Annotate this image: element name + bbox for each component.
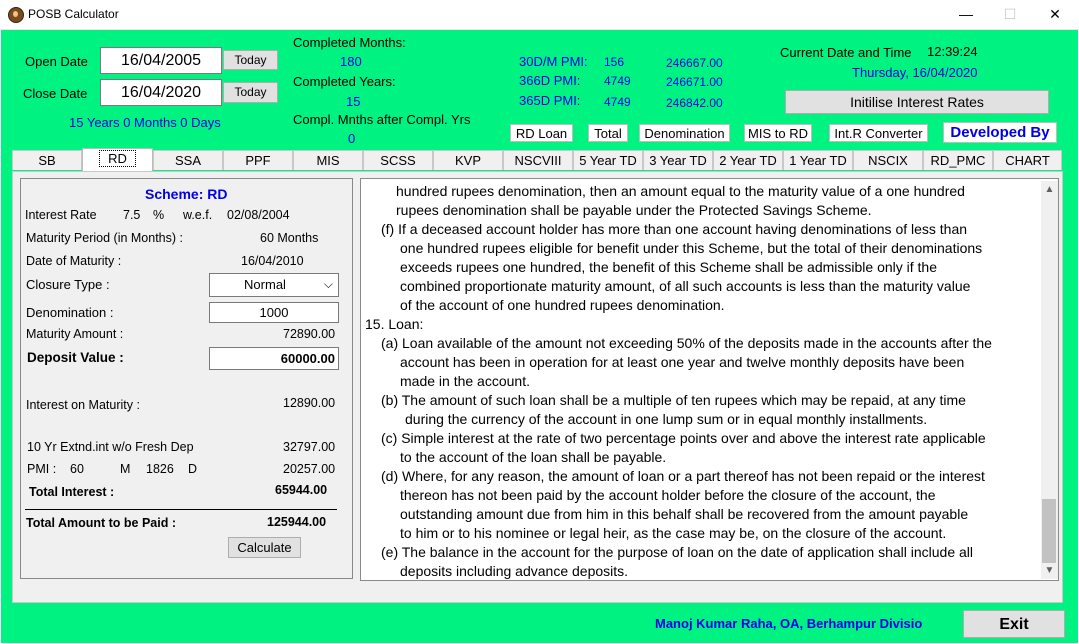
text-line: 15. Loan: <box>365 316 424 332</box>
text-line: to the account of the loan shall be payable. <box>400 449 667 465</box>
scrollbar-thumb[interactable] <box>1042 499 1056 563</box>
pmi-value: 20257.00 <box>283 462 336 476</box>
divider <box>25 509 337 510</box>
exit-button[interactable]: Exit <box>963 610 1065 638</box>
extended-interest-value: 32797.00 <box>283 440 336 454</box>
pmi-d-label: D <box>188 462 198 476</box>
interest-on-maturity-label: Interest on Maturity : <box>26 398 140 412</box>
completed-months-value: 180 <box>340 54 362 69</box>
pmi-365d-label: 365D PMI: <box>519 93 581 108</box>
current-date-label: Current Date and Time <box>780 45 912 60</box>
closure-type-select[interactable] <box>209 273 339 297</box>
tab-3-year-td[interactable]: 3 Year TD <box>643 150 713 170</box>
close-date-label: Close Date <box>23 86 88 101</box>
window-title: POSB Calculator <box>28 7 119 21</box>
calculate-button[interactable]: Calculate <box>228 537 301 558</box>
maturity-period-label: Maturity Period (in Months) : <box>26 231 183 245</box>
text-line: hundred rupees denomination, then an amount equal to the maturity value of a one hundred <box>396 183 965 199</box>
tab-nscix[interactable]: NSCIX <box>853 150 923 170</box>
text-line: during the currency of the account in one lump sum or in equal monthly installments. <box>405 411 928 427</box>
deposit-value-input[interactable]: 60000.00 <box>209 347 339 370</box>
chevron-down-icon: ⌵ <box>323 277 333 291</box>
interest-rate-label: Interest Rate <box>25 208 97 222</box>
pmi-label: PMI : <box>27 462 57 476</box>
vertical-scrollbar[interactable] <box>1041 181 1058 579</box>
total-amount-value: 125944.00 <box>267 515 327 529</box>
interest-on-maturity-value: 12890.00 <box>283 396 336 410</box>
rules-text-area[interactable] <box>360 178 1059 581</box>
text-line: outstanding amount due from him in this behalf shall be recovered from the amount payable <box>400 506 969 522</box>
wef-date: 02/08/2004 <box>227 208 290 222</box>
close-date-input[interactable]: 16/04/2020 <box>100 79 222 106</box>
after-years-value: 0 <box>348 131 356 146</box>
text-line: (c) Simple interest at the rate of two percentage points over and above the interest rate applicable <box>381 430 986 446</box>
tab-nscviii[interactable]: NSCVIII <box>503 150 573 170</box>
init-interest-rates-button[interactable]: Initilise Interest Rates <box>785 90 1049 114</box>
scroll-up-icon[interactable]: ▲ <box>1044 184 1055 195</box>
maximize-button[interactable]: ☐ <box>1003 6 1017 22</box>
text-line: of the account of one hundred rupees denomination. <box>400 297 725 313</box>
duration-text: 15 Years 0 Months 0 Days <box>69 115 221 130</box>
tab-5-year-td[interactable]: 5 Year TD <box>573 150 643 170</box>
text-line: to him or to his nominee or legal heir, as the case may be, on the closure of the account. <box>400 525 947 541</box>
tab-sb[interactable]: SB <box>12 150 82 170</box>
open-date-input[interactable]: 16/04/2005 <box>100 47 222 74</box>
maturity-date-value: 16/04/2010 <box>241 254 304 268</box>
tab-ssa[interactable]: SSA <box>153 150 223 170</box>
denomination-button[interactable]: Denomination <box>639 124 730 142</box>
closure-type-label: Closure Type : <box>26 277 110 292</box>
text-line: rupees denomination shall be payable under the Protected Savings Scheme. <box>396 202 872 218</box>
rd-loan-button[interactable]: RD Loan <box>510 124 573 142</box>
text-line: made in the account. <box>400 373 530 389</box>
scroll-down-icon[interactable]: ▼ <box>1044 565 1055 576</box>
tab-rd-label: RD <box>99 150 136 167</box>
pmi-months: 60 <box>70 462 84 476</box>
tab-chart[interactable]: CHART <box>993 150 1062 170</box>
current-time: 12:39:24 <box>927 44 978 59</box>
total-interest-label: Total Interest : <box>29 485 115 499</box>
mis-to-rd-button[interactable]: MIS to RD <box>744 124 812 142</box>
pmi-366d-label: 366D PMI: <box>519 73 581 88</box>
open-date-label: Open Date <box>25 54 88 69</box>
tab-scss[interactable]: SCSS <box>363 150 433 170</box>
pmi-30d-amount: 246667.00 <box>666 56 723 70</box>
text-line: account has been in operation for at least one year and twelve monthly deposits have been <box>400 354 965 370</box>
scheme-panel <box>20 178 353 579</box>
total-amount-label: Total Amount to be Paid : <box>26 516 176 530</box>
completed-years-value: 15 <box>346 94 361 109</box>
text-line: one hundred rupees eligible for benefit under this Scheme, but the total of their denominations <box>400 240 983 256</box>
pmi-365d-amount: 246842.00 <box>666 96 723 110</box>
pmi-m-label: M <box>120 462 131 476</box>
completed-years-label: Completed Years: <box>293 74 396 89</box>
int-r-converter-button[interactable]: Int.R Converter <box>829 124 928 142</box>
total-interest-value: 65944.00 <box>275 483 328 497</box>
text-line: thereon has not been paid by the account holder before the closure of the account, the <box>400 487 936 503</box>
extended-interest-label: 10 Yr Extnd.int w/o Fresh Dep <box>27 440 194 454</box>
close-button[interactable]: ✕ <box>1049 6 1061 22</box>
denomination-input[interactable]: 1000 <box>209 302 339 323</box>
open-today-button[interactable]: Today <box>223 50 278 70</box>
text-line: deposits including advance deposits. <box>400 563 629 579</box>
maturity-date-label: Date of Maturity : <box>26 254 122 268</box>
after-years-label: Compl. Mnths after Compl. Yrs <box>293 112 471 127</box>
pmi-30d-label: 30D/M PMI: <box>519 54 588 69</box>
closure-type-value: Normal <box>244 277 286 292</box>
current-date: Thursday, 16/04/2020 <box>852 65 978 80</box>
tab-kvp[interactable]: KVP <box>433 150 503 170</box>
wef-label: w.e.f. <box>183 208 213 222</box>
interest-rate-unit: % <box>153 208 165 222</box>
title-bar <box>0 0 1079 30</box>
maturity-period-value: 60 Months <box>260 231 319 245</box>
app-icon <box>8 7 24 23</box>
tab-rd[interactable] <box>82 148 153 171</box>
developed-by-button[interactable]: Developed By <box>943 122 1057 143</box>
text-line: (d) Where, for any reason, the amount of loan or a part thereof has not been repaid or the interest <box>381 468 985 484</box>
text-line: (b) The amount of such loan shall be a multiple of ten rupees which may be repaid, at any time <box>381 392 966 408</box>
maturity-amount-value: 72890.00 <box>283 327 336 341</box>
text-line: (f) If a deceased account holder has more than one account having denominations of less than <box>381 221 968 237</box>
tab-strip <box>12 150 1062 171</box>
text-line: combined proportionate maturity amount, of all such accounts is less than the maturity value <box>400 278 971 294</box>
close-today-button[interactable]: Today <box>223 82 278 103</box>
pmi-30d-days: 156 <box>604 55 625 69</box>
minimize-button[interactable]: — <box>959 6 973 22</box>
maturity-amount-label: Maturity Amount : <box>26 327 124 341</box>
total-button[interactable]: Total <box>588 124 628 142</box>
tab-rd-pmc[interactable]: RD_PMC <box>923 150 993 170</box>
interest-rate-value: 7.5 <box>123 208 141 222</box>
tab-mis[interactable]: MIS <box>293 150 363 170</box>
developer-credit: Manoj Kumar Raha, OA, Berhampur Divisio <box>655 616 923 631</box>
text-line: (a) Loan available of the amount not exceeding 50% of the deposits made in the accounts after the <box>381 335 992 351</box>
tab-2-year-td[interactable]: 2 Year TD <box>713 150 783 170</box>
pmi-days: 1826 <box>146 462 174 476</box>
denomination-label: Denomination : <box>26 305 114 320</box>
pmi-365d-days: 4749 <box>604 95 631 109</box>
deposit-value-label: Deposit Value : <box>27 350 124 365</box>
tab-1-year-td[interactable]: 1 Year TD <box>783 150 853 170</box>
scheme-title: Scheme: RD <box>145 186 228 202</box>
pmi-366d-days: 4749 <box>604 74 631 88</box>
pmi-366d-amount: 246671.00 <box>666 75 723 89</box>
text-line: exceeds rupees one hundred, the benefit of this Scheme shall be admissible only if the <box>400 259 937 275</box>
tab-ppf[interactable]: PPF <box>223 150 293 170</box>
text-line: (e) The balance in the account for the purpose of loan on the date of application shall include all <box>381 544 974 560</box>
completed-months-label: Completed Months: <box>293 35 406 50</box>
